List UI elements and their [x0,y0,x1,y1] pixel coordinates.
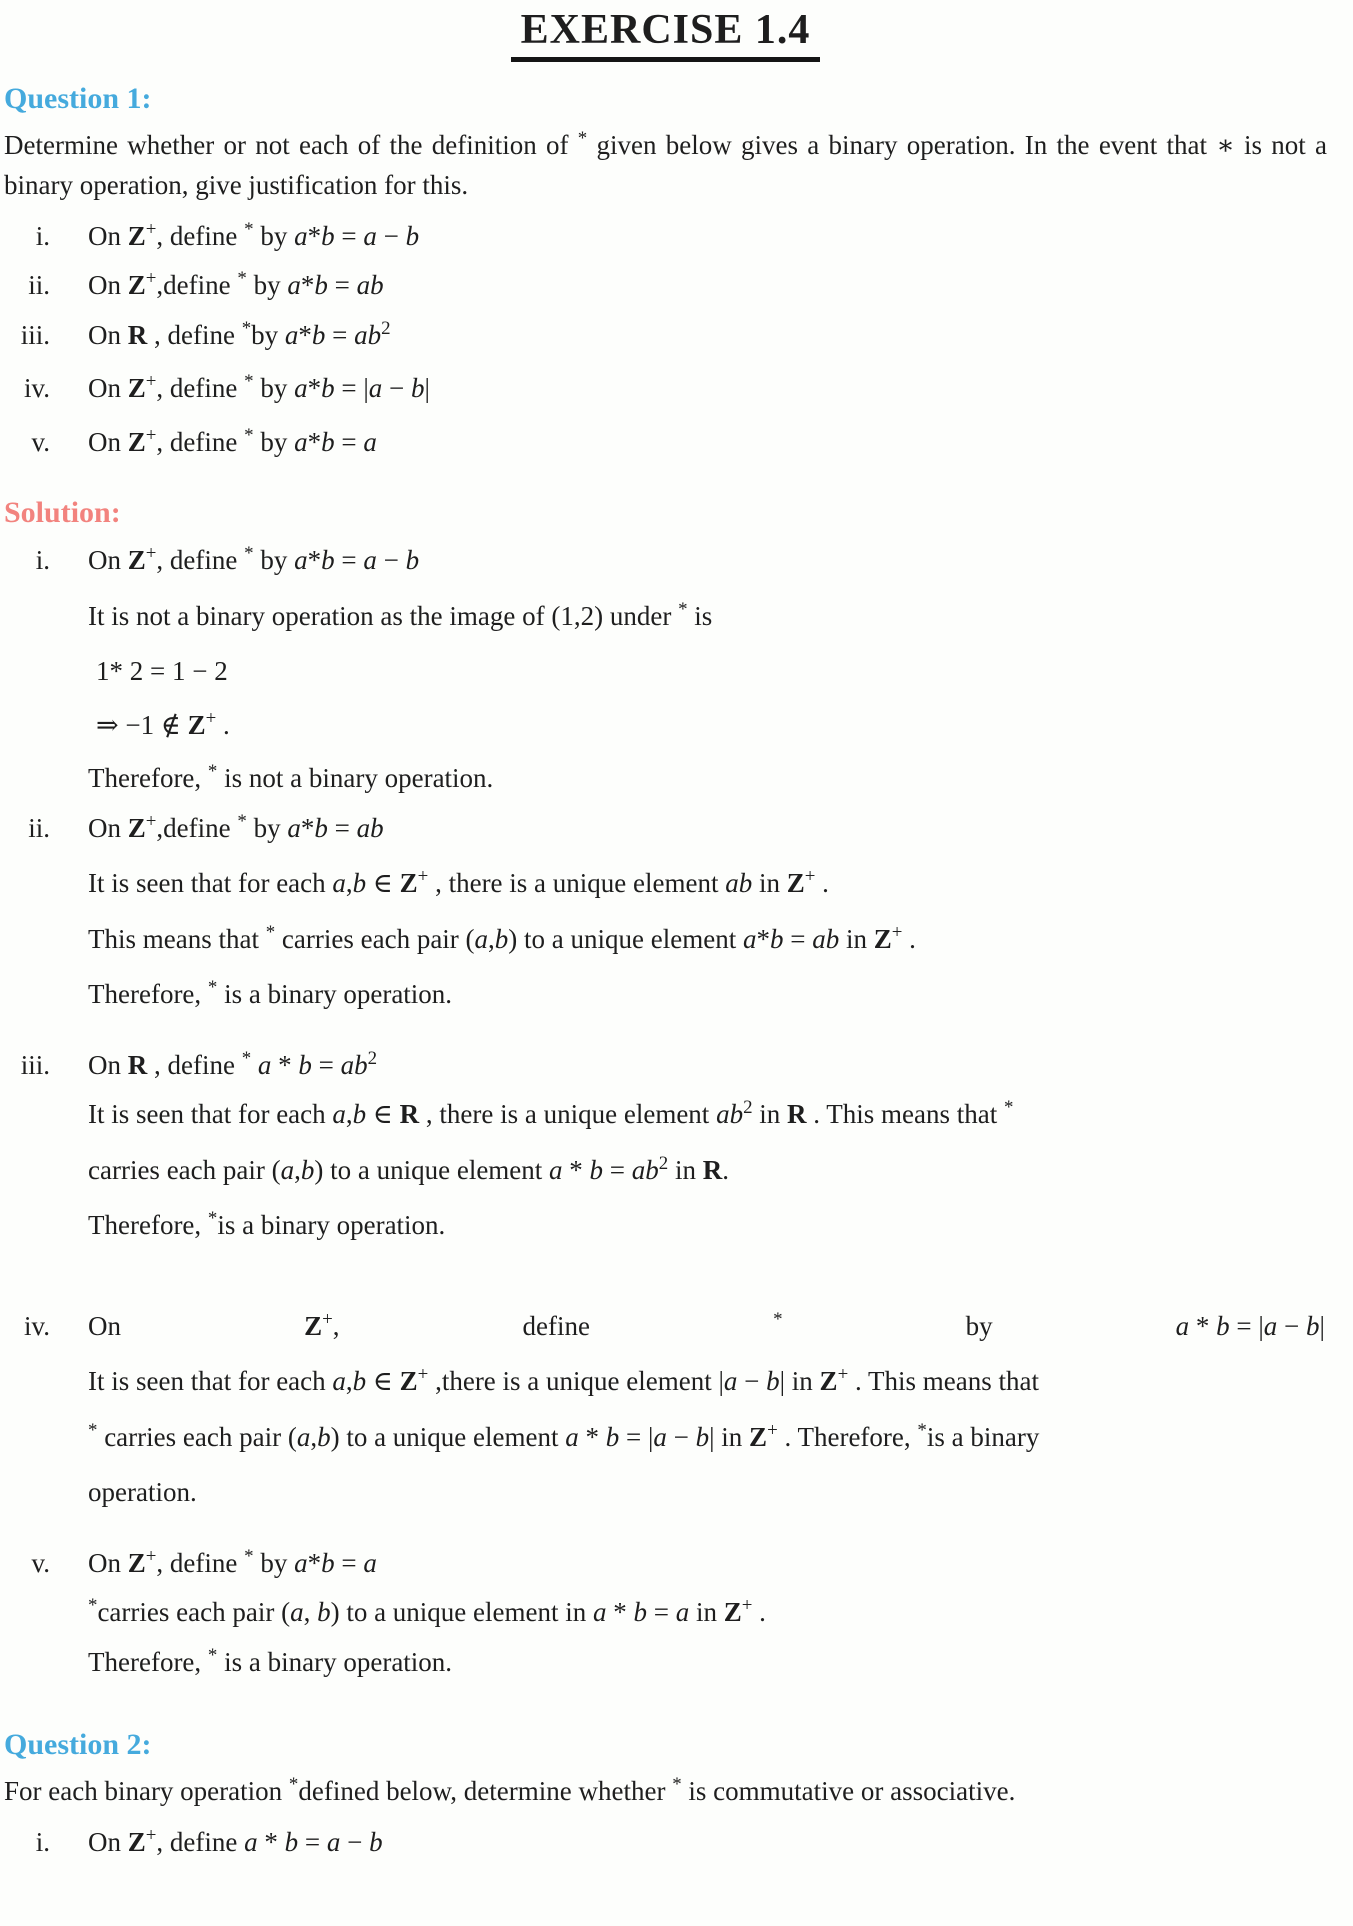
item-text: On Z+, define * by a*b = a [88,424,377,457]
solution-line: Therefore, * is not a binary operation. [88,761,494,794]
item-text: On Z+, define * by a*b = a [88,1545,377,1578]
q2-item-i [4,1822,1327,1863]
solution-part-iii-statement [4,1045,1327,1086]
item-number: ii. [28,270,50,301]
statement-word: define [522,1310,591,1341]
item-text: On Z+, define * by a*b = a − b [88,218,420,251]
justified-statement [88,1306,1327,1347]
q1-item-iii [4,315,1327,356]
solution-line: It is seen that for each a,b ∈ R , there is a unique element $ab^2$ in R . This means that * [88,1097,1014,1130]
q1-item-ii [4,265,1327,306]
item-text: On Z+, define * by a*b = |a − b| [88,371,430,404]
solution-line: It is not a binary operation as the image of (1,2) under * is [88,598,713,631]
statement-formula: a * b = |a − b| [1175,1310,1325,1341]
statement-word: * [773,1308,783,1330]
solution-part-iv-statement [4,1306,1327,1347]
item-number: iv. [24,373,50,404]
question-2-intro: For each binary operation *defined below, determine whether * is commutative or associative. [4,1774,1016,1807]
title-row [4,6,1327,62]
question-2-heading: Question 2: [4,1728,152,1762]
solution-line: carries each pair (a,b) to a unique element $a * b = ab^2$ in R. [88,1152,729,1185]
equation-line: ⇒ −1 ∉ Z+ . [96,707,230,740]
item-number: v. [31,426,50,457]
item-text: On Z+, define * by a*b = a − b [88,543,420,576]
solution-heading: Solution: [4,496,121,530]
item-number: i. [35,220,50,251]
item-number: i. [35,545,50,576]
question-1-intro: Determine whether or not each of the definition of * given below gives a binary operation. In the event that ∗ is not a binary operation, give justification for this. [4,128,1327,200]
solution-part-i-statement [4,540,1327,581]
solution-line: * carries each pair (a,b) to a unique element a * b = |a − b| in Z+ . Therefore, *is a binary [88,1419,1040,1452]
item-number: iv. [24,1310,50,1341]
statement-word: by [965,1310,993,1341]
solution-line: Therefore, * is a binary operation. [88,977,453,1010]
statement-word: Z+, [304,1308,340,1341]
page-title: EXERCISE 1.4 [511,6,821,62]
item-number: iii. [20,1049,50,1080]
equation-line: 1* 2 = 1 − 2 [96,656,228,687]
solution-line: operation. [88,1477,197,1508]
statement-word: On [88,1310,121,1341]
item-text: On R , define *by $a*b = ab^2$ [88,317,391,350]
item-text: On Z+,define * by a*b = ab [88,810,384,843]
solution-part-ii-statement [4,808,1327,849]
q1-item-v [4,422,1327,463]
solution-line: Therefore, * is a binary operation. [88,1644,453,1677]
item-number: iii. [20,319,50,350]
item-text: On Z+, define a * b = a − b [88,1825,383,1858]
item-text: On Z+,define * by a*b = ab [88,268,384,301]
solution-line: Therefore, *is a binary operation. [88,1208,446,1241]
item-number: v. [31,1547,50,1578]
q1-item-i [4,216,1327,257]
solution-line: This means that * carries each pair (a,b) to a unique element a*b = ab in Z+ . [88,921,916,954]
solution-part-v-statement [4,1543,1327,1584]
q1-item-iv [4,368,1327,409]
item-text: On R , define * $a * b = ab^2$ [88,1047,378,1080]
solution-line: It is seen that for each a,b ∈ Z+ , there is a unique element ab in Z+ . [88,866,829,899]
solution-line: *carries each pair (a, b) to a unique element in a * b = a in Z+ . [88,1595,766,1628]
solution-line: It is seen that for each a,b ∈ Z+ ,there is a unique element |a − b| in Z+ . This means that [88,1364,1039,1397]
question-1-heading: Question 1: [4,82,152,115]
item-number: i. [35,1827,50,1858]
item-number: ii. [28,812,50,843]
